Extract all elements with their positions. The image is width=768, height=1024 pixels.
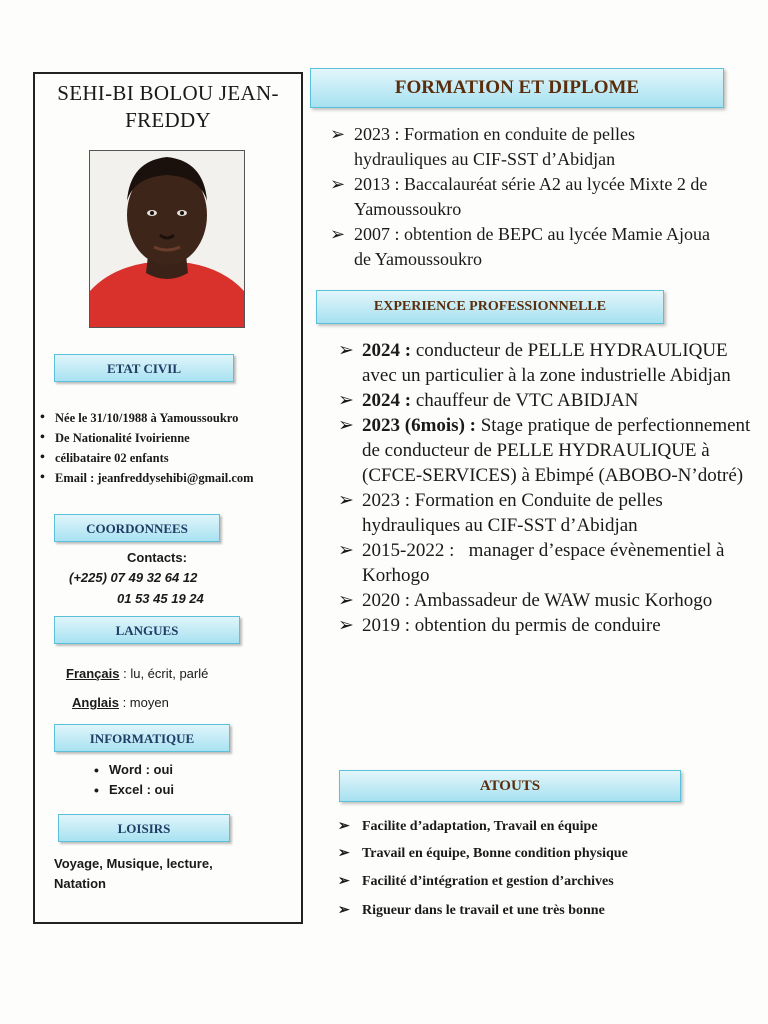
- arrow-bullet-icon: ➢: [338, 415, 354, 436]
- experience-item: ➢ 2020 : Ambassadeur de WAW music Korhogo: [338, 590, 713, 611]
- arrow-bullet-icon: ➢: [338, 903, 350, 918]
- langues-heading: LANGUES: [54, 616, 240, 644]
- coordonnees-heading: COORDONNEES: [54, 514, 220, 542]
- arrow-bullet-icon: ➢: [338, 390, 354, 411]
- skill-word: • Word : oui: [109, 760, 174, 780]
- arrow-bullet-icon: ➢: [338, 874, 350, 889]
- arrow-bullet-icon: ➢: [330, 224, 346, 244]
- hobbies-text: Voyage, Musique, lecture, Natation: [54, 856, 213, 891]
- etat-civil-heading: ETAT CIVIL: [54, 354, 234, 382]
- arrow-bullet-icon: ➢: [338, 615, 354, 636]
- english-level: : moyen: [118, 695, 169, 710]
- experience-heading: EXPERIENCE PROFESSIONNELLE: [316, 290, 664, 324]
- experience-item: ➢ 2023 : Formation en Conduite de pelles hydrauliques au CIF-SST d’Abidjan: [338, 490, 663, 536]
- informatique-list: [91, 760, 174, 800]
- experience-item: ➢ 2024 : chauffeur de VTC ABIDJAN: [338, 390, 639, 411]
- atout-item: ➢ Facilite d’adaptation, Travail en équipe: [338, 819, 598, 834]
- french-level: : lu, écrit, parlé: [119, 666, 209, 681]
- contacts-label: Contacts:: [127, 550, 187, 565]
- experience-list: [338, 338, 754, 638]
- atout-item: ➢ Facilité d’intégration et gestion d’archives: [338, 874, 614, 889]
- atout-item: ➢ Rigueur dans le travail et une très bonne: [338, 903, 605, 918]
- experience-item: ➢ 2019 : obtention du permis de conduire: [338, 615, 661, 636]
- formation-list: [330, 122, 730, 272]
- phone-secondary: 01 53 45 19 24: [117, 591, 204, 606]
- experience-item: ➢ 2024 : conducteur de PELLE HYDRAULIQUE avec un particulier à la zone industrielle Abidjan: [338, 340, 731, 386]
- language-english: [72, 695, 169, 710]
- experience-item: ➢ 2015-2022 : manager d’espace évènementiel à Korhogo: [338, 540, 730, 586]
- atouts-heading: ATOUTS: [339, 770, 681, 802]
- loisirs-heading: LOISIRS: [58, 814, 230, 842]
- family-status: • célibataire 02 enfants: [55, 448, 254, 468]
- formation-item: ➢ 2023 : Formation en conduite de pelles hydrauliques au CIF-SST d’Abidjan: [330, 124, 635, 169]
- english-label: Anglais: [72, 695, 119, 710]
- formation-item: ➢ 2013 : Baccalauréat série A2 au lycée Mixte 2 de Yamoussoukro: [330, 174, 708, 219]
- portrait-image: [90, 151, 244, 327]
- etat-civil-list: [35, 408, 254, 488]
- formation-item: ➢ 2007 : obtention de BEPC au lycée Mamie Ajoua de Yamoussoukro: [330, 224, 710, 269]
- email: • Email : jeanfreddysehibi@gmail.com: [55, 468, 254, 488]
- experience-item: ➢ 2023 (6mois) : Stage pratique de perfectionnement de conducteur de PELLE HYDRAULIQUE à (CFCE-SERVICES) à Ebimpé (ABOBO-N’dotré): [338, 415, 751, 486]
- arrow-bullet-icon: ➢: [338, 846, 350, 861]
- arrow-bullet-icon: ➢: [338, 540, 354, 561]
- arrow-bullet-icon: ➢: [338, 590, 354, 611]
- arrow-bullet-icon: ➢: [338, 340, 354, 361]
- profile-sidebar: [33, 72, 303, 924]
- skill-excel: • Excel : oui: [109, 780, 174, 800]
- arrow-bullet-icon: ➢: [338, 819, 350, 834]
- profile-photo: [89, 150, 245, 328]
- formation-heading: FORMATION ET DIPLOME: [310, 68, 724, 108]
- arrow-bullet-icon: ➢: [330, 174, 346, 194]
- informatique-heading: INFORMATIQUE: [54, 724, 230, 752]
- birth-info: • Née le 31/10/1988 à Yamoussoukro: [55, 408, 254, 428]
- atout-item: ➢ Travail en équipe, Bonne condition physique: [338, 846, 628, 861]
- phone-primary: (+225) 07 49 32 64 12: [69, 570, 198, 585]
- french-label: Français: [66, 666, 120, 681]
- nationality: • De Nationalité Ivoirienne: [55, 428, 254, 448]
- arrow-bullet-icon: ➢: [330, 124, 346, 144]
- language-french: [66, 666, 208, 681]
- arrow-bullet-icon: ➢: [338, 490, 354, 511]
- person-name: SEHI-BI BOLOU JEAN-FREDDY: [57, 81, 279, 132]
